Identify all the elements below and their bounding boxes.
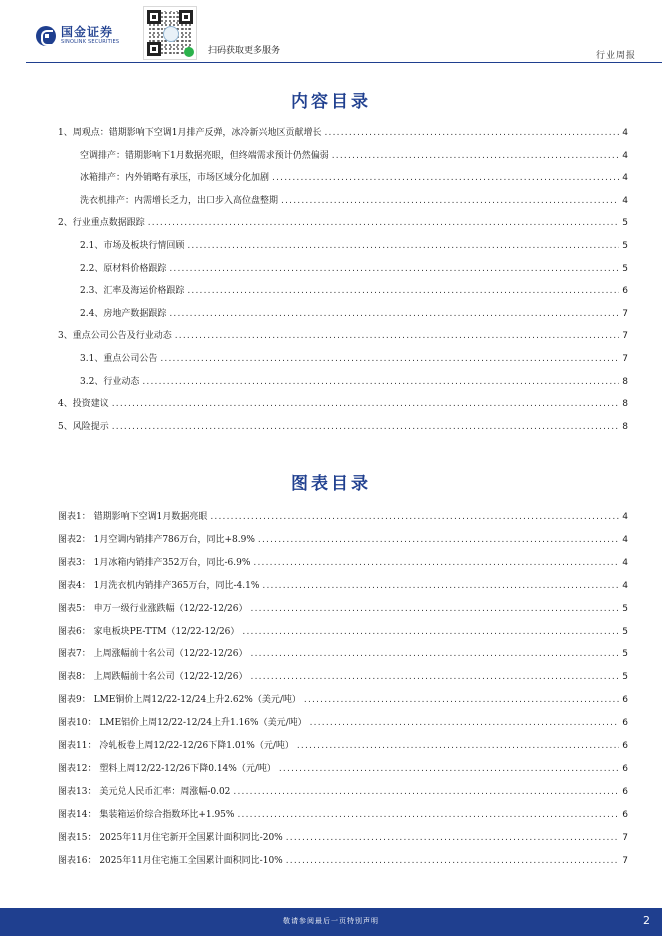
- toc-entry[interactable]: [58, 509, 628, 523]
- toc-entry-title: 图表10： LME铝价上周12/22-12/24上升1.16%（美元/吨）: [58, 718, 307, 729]
- toc-leader-dots: [210, 511, 619, 523]
- toc-entry[interactable]: [80, 261, 628, 275]
- toc-entry-page: 7: [622, 308, 628, 319]
- figures-title: 图表目录: [291, 474, 371, 494]
- toc-entry-title: 图表6： 家电板块PE-TTM（12/22-12/26）: [58, 626, 240, 637]
- toc-entry-page: 5: [622, 241, 628, 251]
- toc-leader-dots: [112, 398, 620, 410]
- toc-entry-page: 6: [622, 741, 628, 751]
- toc-entry-title: 3.2、行业动态: [80, 376, 140, 387]
- toc-entry-title: 图表13： 美元兑人民币汇率：周涨幅-0.02: [58, 786, 231, 797]
- toc-entry-page: 5: [622, 626, 628, 637]
- toc-leader-dots: [324, 127, 619, 139]
- toc-entry[interactable]: [58, 624, 628, 638]
- toc-leader-dots: [332, 150, 620, 162]
- toc-entry-page: 7: [622, 832, 628, 843]
- company-logo: [36, 26, 119, 46]
- toc-entry-title: 图表4： 1月洗衣机内销排产365万台，同比-4.1%: [58, 580, 260, 591]
- toc-entry[interactable]: [58, 601, 628, 615]
- header-divider: [26, 62, 662, 63]
- toc-entry-page: 8: [622, 376, 628, 387]
- toc-entry-page: 4: [622, 150, 628, 161]
- toc-entry[interactable]: [80, 351, 628, 365]
- toc-leader-dots: [148, 217, 620, 229]
- toc-entry[interactable]: [58, 853, 628, 867]
- toc-leader-dots: [286, 855, 620, 867]
- toc-entry[interactable]: [58, 328, 628, 342]
- toc-entry[interactable]: [58, 578, 628, 592]
- toc-entry-title: 3.1、重点公司公告: [80, 354, 158, 364]
- contents-title: 内容目录: [291, 92, 371, 112]
- toc-entry-page: 7: [622, 331, 628, 342]
- wechat-icon: [184, 47, 194, 57]
- report-type: 行业周报: [595, 51, 636, 61]
- toc-entry-title: 2、行业重点数据跟踪: [58, 218, 145, 229]
- toc-leader-dots: [169, 308, 619, 320]
- toc-entry-page: 4: [622, 534, 628, 545]
- toc-leader-dots: [279, 763, 619, 775]
- toc-entry[interactable]: [80, 238, 628, 252]
- toc-leader-dots: [251, 603, 620, 615]
- toc-entry[interactable]: [80, 306, 628, 320]
- toc-entry-title: 5、风险提示: [58, 421, 109, 432]
- toc-leader-dots: [233, 786, 619, 798]
- toc-leader-dots: [187, 285, 619, 297]
- toc-entry-title: 冰箱排产：内外销略有承压，市场区域分化加剧: [80, 173, 270, 184]
- toc-leader-dots: [242, 626, 619, 638]
- toc-entry[interactable]: [58, 125, 628, 139]
- toc-leader-dots: [253, 557, 619, 569]
- scan-caption: 扫码获取更多服务: [208, 46, 281, 56]
- toc-entry-page: 8: [622, 399, 628, 410]
- toc-leader-dots: [160, 353, 619, 365]
- toc-leader-dots: [251, 671, 620, 683]
- toc-entry-title: 2.1、市场及板块行情回顾: [80, 241, 185, 251]
- toc-entry-page: 4: [622, 195, 628, 206]
- toc-entry-page: 4: [622, 128, 628, 138]
- toc-entry-page: 6: [622, 286, 628, 297]
- page-number: 2: [643, 914, 650, 927]
- toc-entry-title: 图表2： 1月空调内销排产786万台，同比+8.9%: [58, 534, 255, 545]
- toc-entry-title: 图表12： 塑料上周12/22-12/26下降0.14%（元/吨）: [58, 763, 276, 774]
- toc-entry[interactable]: [58, 532, 628, 546]
- toc-entry-title: 3、重点公司公告及行业动态: [58, 331, 172, 342]
- page-footer: [0, 908, 662, 936]
- footer-disclaimer: 敬请参阅最后一页特别声明: [283, 917, 379, 925]
- toc-entry[interactable]: [80, 193, 628, 207]
- toc-entry-title: 2.4、房地产数据跟踪: [80, 308, 167, 319]
- toc-entry-title: 图表9： LME铜价上周12/22-12/24上升2.62%（美元/吨）: [58, 695, 301, 706]
- toc-entry[interactable]: [58, 692, 628, 706]
- toc-entry-title: 图表15： 2025年11月住宅新开全国累计面积同比-20%: [58, 832, 283, 843]
- toc-entry[interactable]: [58, 215, 628, 229]
- toc-entry[interactable]: [80, 374, 628, 388]
- toc-leader-dots: [281, 195, 619, 207]
- toc-entry-title: 图表14： 集装箱运价综合指数环比+1.95%: [58, 809, 235, 820]
- toc-entry-title: 图表5： 申万一级行业涨跌幅（12/22-12/26）: [58, 603, 248, 614]
- toc-entry[interactable]: [58, 830, 628, 844]
- toc-entry[interactable]: [80, 170, 628, 184]
- toc-entry[interactable]: [58, 784, 628, 798]
- toc-entry-page: 7: [622, 855, 628, 866]
- toc-leader-dots: [272, 172, 619, 184]
- toc-entry-title: 空调排产：错期影响下1月数据亮眼，但终端需求预计仍然偏弱: [80, 150, 329, 161]
- toc-leader-dots: [286, 832, 620, 844]
- toc-entry-page: 4: [622, 173, 628, 184]
- toc-entry[interactable]: [58, 396, 628, 410]
- toc-entry[interactable]: [58, 738, 628, 752]
- toc-leader-dots: [169, 263, 619, 275]
- toc-entry-page: 4: [622, 580, 628, 591]
- toc-entry[interactable]: [58, 555, 628, 569]
- toc-entry-page: 6: [622, 695, 628, 706]
- toc-entry-page: 5: [622, 672, 628, 683]
- toc-leader-dots: [187, 240, 619, 252]
- qr-code-icon: [143, 6, 197, 60]
- toc-entry[interactable]: [58, 669, 628, 683]
- logo-name-cn: 国金证券: [61, 25, 114, 39]
- toc-leader-dots: [175, 330, 620, 342]
- toc-entry-page: 5: [622, 649, 628, 660]
- toc-leader-dots: [304, 694, 619, 706]
- toc-leader-dots: [251, 648, 620, 660]
- toc-entry-page: 5: [622, 603, 628, 614]
- toc-leader-dots: [310, 717, 620, 729]
- logo-icon: [36, 26, 56, 46]
- toc-entry-page: 5: [622, 263, 628, 274]
- qr-center-logo-icon: [163, 26, 179, 42]
- toc-entry-page: 7: [622, 354, 628, 364]
- page-header: [0, 0, 662, 64]
- toc-entry-title: 4、投资建议: [58, 399, 109, 410]
- toc-entry[interactable]: [58, 761, 628, 775]
- toc-entry[interactable]: [58, 807, 628, 821]
- toc-entry-page: 6: [622, 786, 628, 797]
- toc-entry-page: 6: [622, 809, 628, 820]
- toc-entry-page: 5: [622, 218, 628, 229]
- toc-entry-title: 2.2、原材料价格跟踪: [80, 263, 167, 274]
- toc-leader-dots: [112, 421, 620, 433]
- toc-leader-dots: [258, 534, 619, 546]
- toc-entry[interactable]: [58, 715, 628, 729]
- logo-name-en: SINOLINK SECURITIES: [61, 39, 120, 45]
- toc-leader-dots: [237, 809, 619, 821]
- toc-entry-page: 4: [622, 512, 628, 522]
- toc-entry-title: 图表7： 上周涨幅前十名公司（12/22-12/26）: [58, 649, 248, 660]
- toc-entry[interactable]: [80, 148, 628, 162]
- toc-entry-title: 洗衣机排产：内需增长乏力，出口步入高位盘整期: [80, 195, 279, 206]
- toc-entry-title: 1、周观点：错期影响下空调1月排产反弹，冰冷新兴地区贡献增长: [58, 128, 322, 138]
- toc-leader-dots: [262, 580, 619, 592]
- toc-entry[interactable]: [80, 283, 628, 297]
- toc-entry-title: 图表3： 1月冰箱内销排产352万台，同比-6.9%: [58, 557, 251, 568]
- toc-entry-title: 2.3、汇率及海运价格跟踪: [80, 286, 185, 297]
- toc-entry[interactable]: [58, 646, 628, 660]
- toc-entry-title: 图表11： 冷轧板卷上周12/22-12/26下降1.01%（元/吨）: [58, 741, 294, 751]
- toc-entry-page: 4: [622, 557, 628, 568]
- toc-entry-page: 6: [622, 718, 628, 729]
- toc-entry-title: 图表8： 上周跌幅前十名公司（12/22-12/26）: [58, 672, 248, 683]
- toc-leader-dots: [297, 740, 619, 752]
- toc-entry-page: 6: [622, 763, 628, 774]
- toc-entry-title: 图表16： 2025年11月住宅施工全国累计面积同比-10%: [58, 855, 283, 866]
- toc-entry-title: 图表1： 错期影响下空调1月数据亮眼: [58, 512, 208, 522]
- toc-leader-dots: [142, 376, 619, 388]
- toc-entry[interactable]: [58, 419, 628, 433]
- toc-entry-page: 8: [622, 421, 628, 432]
